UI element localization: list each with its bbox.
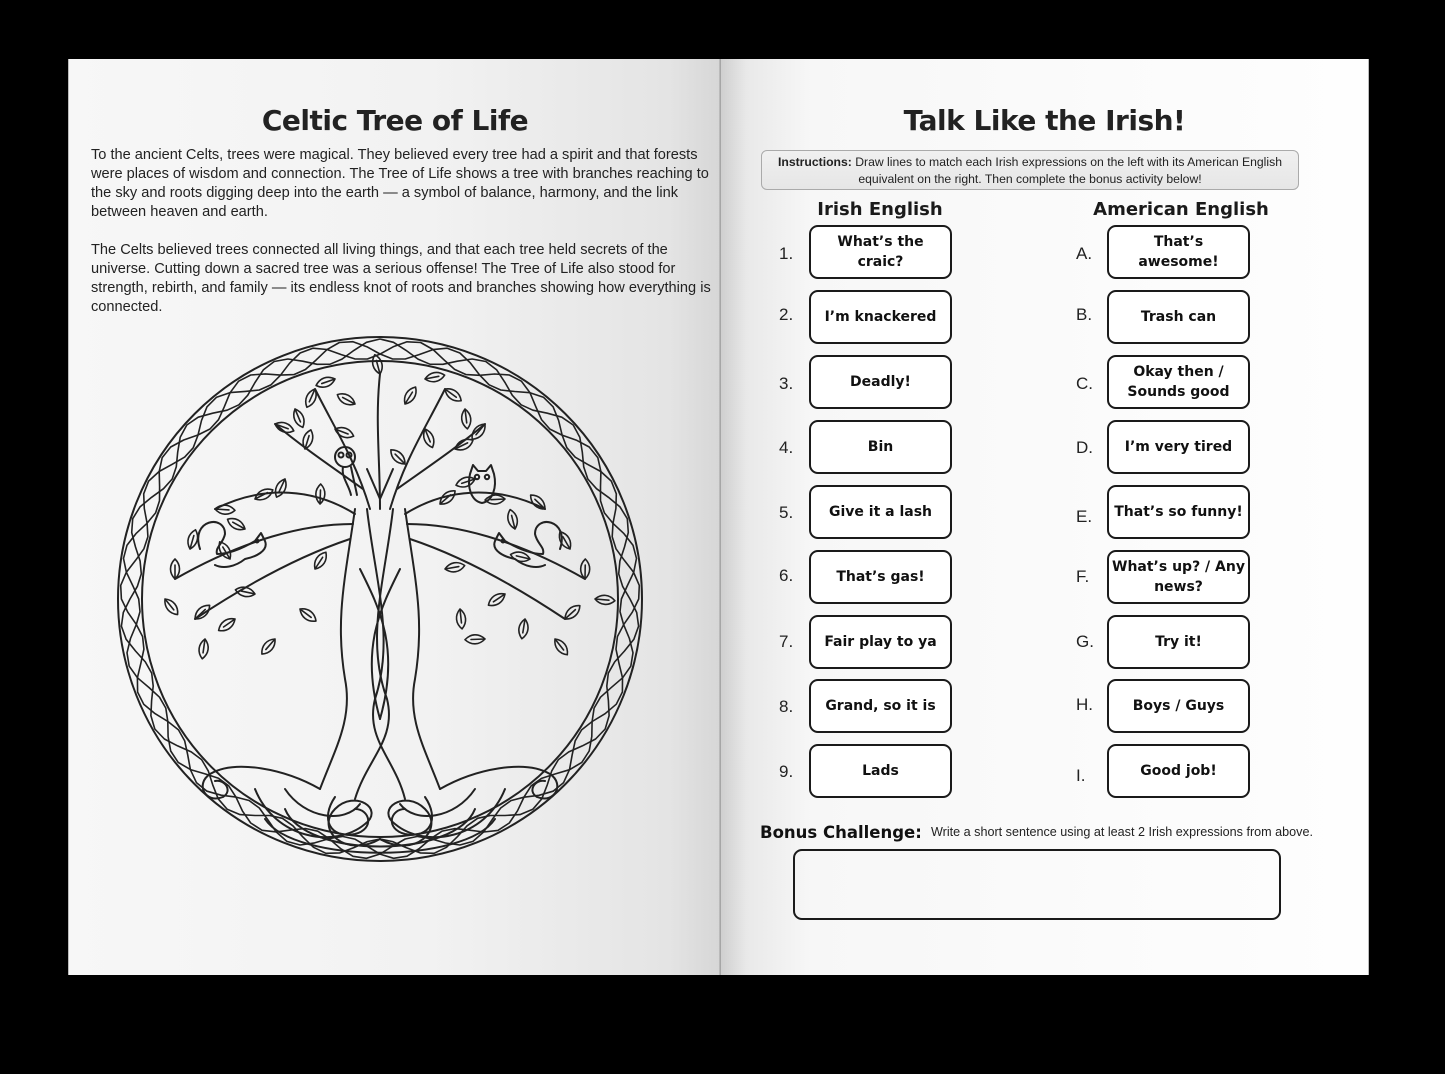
left-page — [68, 59, 721, 975]
american-item-letter: B. — [1076, 305, 1093, 324]
american-item-letter: A. — [1076, 244, 1093, 263]
irish-item-number: 8. — [779, 697, 794, 716]
irish-expression-box[interactable]: Deadly! — [809, 355, 952, 409]
irish-english-heading: Irish English — [817, 199, 943, 220]
bonus-answer-box[interactable] — [793, 849, 1281, 920]
right-page — [721, 59, 1369, 975]
american-item-letter: F. — [1076, 567, 1090, 586]
irish-expression-box[interactable]: Grand, so it is — [809, 679, 952, 733]
irish-item-number: 2. — [779, 305, 794, 324]
page-title: Talk Like the Irish! — [903, 104, 1186, 137]
celtic-tree-of-life-illustration — [105, 319, 655, 869]
irish-item-number: 9. — [779, 762, 794, 781]
irish-expression-box[interactable]: Fair play to ya — [809, 615, 952, 669]
knotwork-roots-icon — [203, 767, 558, 853]
irish-expression-box[interactable]: That’s gas! — [809, 550, 952, 604]
bonus-challenge-description: Write a short sentence using at least 2 Irish expressions from above. — [931, 825, 1313, 839]
american-expression-box[interactable]: Okay then / Sounds good — [1107, 355, 1250, 409]
american-item-letter: E. — [1076, 507, 1093, 526]
intro-paragraph: The Celts believed trees connected all living things, and that each tree held secrets of the universe. Cutting down a sacred tree was a serious offense! The Tree of Life also stood for strength, rebirth, and family — its endless knot of roots and branches showing how everything is connected. — [91, 242, 711, 315]
bonus-challenge-label: Bonus Challenge: — [760, 823, 922, 842]
owl-icon — [469, 465, 495, 503]
leaves-icon — [162, 354, 616, 660]
american-item-letter: H. — [1076, 695, 1093, 714]
american-expression-box[interactable]: Trash can — [1107, 290, 1250, 344]
irish-expression-box[interactable]: Give it a lash — [809, 485, 952, 539]
american-expression-box[interactable]: Good job! — [1107, 744, 1250, 798]
irish-expression-box[interactable]: Bin — [809, 420, 952, 474]
american-item-letter: G. — [1076, 632, 1094, 651]
irish-item-number: 1. — [779, 244, 794, 263]
intro-paragraph: To the ancient Celts, trees were magical. They believed every tree had a spirit and that forests were places of wisdom and connection. The Tree of Life shows a tree with branches reaching to the sky and roots digging deep into the earth — a symbol of balance, harmony, and the link between heaven and earth. — [91, 147, 709, 220]
irish-item-number: 3. — [779, 374, 794, 393]
branches-icon — [175, 374, 585, 619]
american-english-heading: American English — [1093, 199, 1269, 220]
instructions-label: Instructions: — [778, 155, 852, 169]
irish-item-number: 7. — [779, 632, 794, 651]
american-expression-box[interactable]: I’m very tired — [1107, 420, 1250, 474]
american-expression-box[interactable]: That’s awesome! — [1107, 225, 1250, 279]
american-item-letter: I. — [1076, 766, 1086, 785]
irish-item-number: 5. — [779, 503, 794, 522]
irish-expression-box[interactable]: What’s the craic? — [809, 225, 952, 279]
irish-item-number: 4. — [779, 438, 794, 457]
book-spread — [68, 59, 1369, 975]
american-item-letter: D. — [1076, 438, 1093, 457]
american-expression-box[interactable]: Try it! — [1107, 615, 1250, 669]
squirrel-icon — [198, 522, 265, 567]
page-title: Celtic Tree of Life — [261, 104, 529, 137]
american-expression-box[interactable]: Boys / Guys — [1107, 679, 1250, 733]
irish-expression-box[interactable]: I’m knackered — [809, 290, 952, 344]
irish-item-number: 6. — [779, 566, 794, 585]
irish-expression-box[interactable]: Lads — [809, 744, 952, 798]
instructions-text: Draw lines to match each Irish expressions on the left with its American English equivalent on the right. Then complete the bonus activity below! — [855, 155, 1282, 186]
american-expression-box[interactable]: What’s up? / Any news? — [1107, 550, 1250, 604]
tree-trunk-icon — [320, 509, 440, 799]
american-expression-box[interactable]: That’s so funny! — [1107, 485, 1250, 539]
american-item-letter: C. — [1076, 374, 1093, 393]
instructions-box — [761, 150, 1299, 190]
